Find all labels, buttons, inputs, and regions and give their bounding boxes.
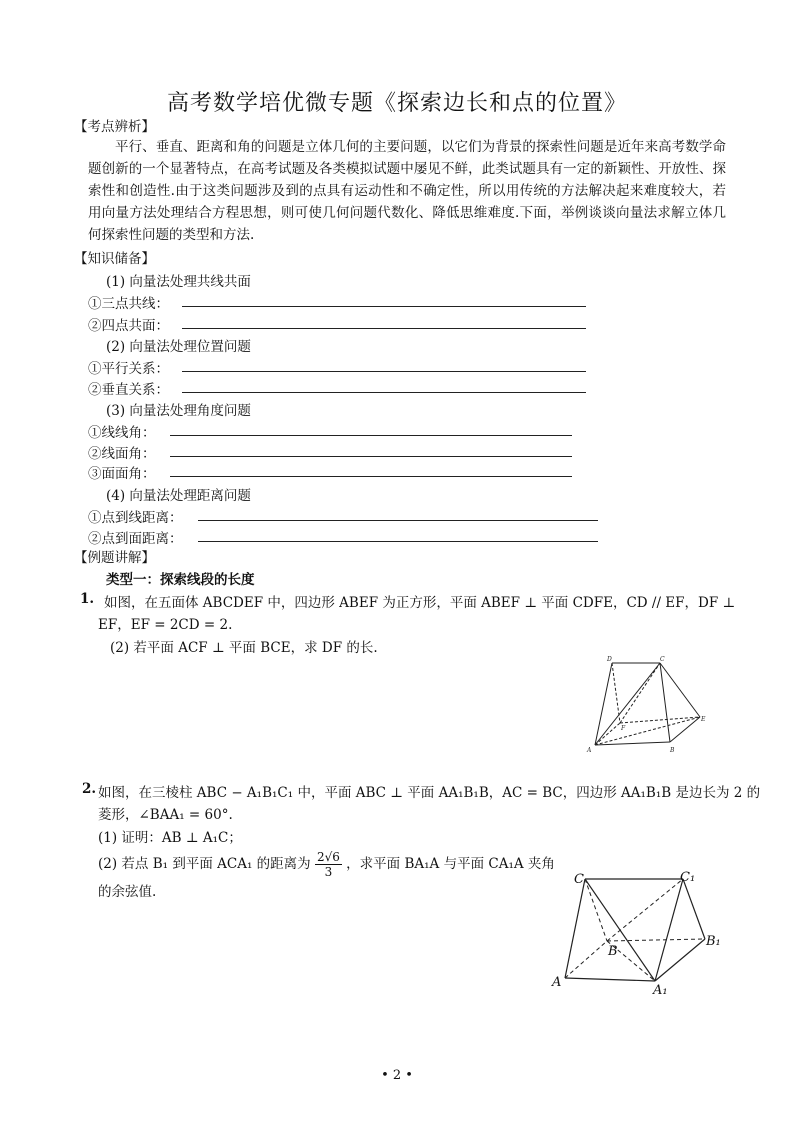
problem-2-line-2: 菱形，∠BAA₁ = 60°.: [98, 807, 233, 823]
label-C1: C₁: [680, 870, 696, 885]
blank-line: [198, 541, 598, 542]
examples-heading: 【例题讲解】: [74, 550, 155, 566]
problem-2-question-2: [98, 850, 555, 879]
label-C: C: [660, 656, 665, 663]
knowledge-heading: 【知识储备】: [74, 251, 155, 267]
blank-line: [198, 520, 598, 521]
figure-triangular-prism: [545, 865, 730, 1000]
label-C: C: [574, 872, 584, 887]
problem-1-line-1: 如图，在五面体 ABCDEF 中，四边形 ABEF 为正方形，平面 ABEF ⊥ 平面 CDFE，CD // EF，DF ⊥: [104, 595, 736, 611]
label-D: D: [607, 656, 612, 663]
problem-1-line-2: EF，EF = 2CD = 2.: [98, 617, 233, 633]
label-B: B: [670, 747, 675, 754]
knowledge-group-3: (3) 向量法处理角度问题: [106, 403, 251, 419]
label-F: F: [621, 725, 626, 732]
blank-line: [182, 392, 586, 393]
knowledge-item-point-plane-distance: ②点到面距离：: [88, 531, 183, 547]
knowledge-item-point-line-distance: ①点到线距离：: [88, 510, 183, 526]
blank-line: [170, 456, 572, 457]
question-2-suffix: ，求平面 BA₁A 与平面 CA₁A 夹角: [346, 856, 555, 872]
blank-line: [182, 306, 586, 307]
problem-2-question-2-end: 的余弦值.: [98, 884, 157, 900]
page-number: • 2 •: [381, 1068, 413, 1083]
label-E: E: [701, 716, 706, 723]
analysis-heading: 【考点辨析】: [74, 119, 155, 135]
label-B: B: [608, 944, 618, 959]
knowledge-item-perpendicular: ②垂直关系：: [88, 382, 169, 398]
type-1-title: 类型一：探索线段的长度: [106, 572, 255, 588]
question-2-prefix: (2) 若点 B₁ 到平面 ACA₁ 的距离为: [98, 856, 311, 872]
distance-fraction: [315, 850, 342, 879]
problem-2-line-1: 如图，在三棱柱 ABC − A₁B₁C₁ 中，平面 ABC ⊥ 平面 AA₁B₁B，AC = BC，四边形 AA₁B₁B 是边长为 2 的: [98, 785, 761, 801]
blank-line: [182, 328, 586, 329]
label-A1: A₁: [653, 983, 668, 998]
label-B1: B₁: [706, 934, 721, 949]
blank-line: [170, 476, 572, 477]
knowledge-group-2: (2) 向量法处理位置问题: [106, 339, 251, 355]
knowledge-group-1: (1) 向量法处理共线共面: [106, 274, 251, 290]
problem-1-question-2: (2) 若平面 ACF ⊥ 平面 BCE，求 DF 的长.: [110, 640, 378, 656]
knowledge-group-4: (4) 向量法处理距离问题: [106, 488, 251, 504]
label-A: A: [587, 747, 592, 754]
knowledge-item-line-plane-angle: ②线面角：: [88, 446, 156, 462]
blank-line: [182, 371, 586, 372]
label-A: A: [552, 975, 562, 990]
problem-2-number: 2.: [82, 781, 97, 797]
knowledge-item-parallel: ①平行关系：: [88, 361, 169, 377]
fraction-denominator: 3: [324, 865, 333, 879]
knowledge-item-four-points: ②四点共面：: [88, 318, 169, 334]
analysis-paragraph: 平行、垂直、距离和角的问题是立体几何的主要问题，以它们为背景的探索性问题是近年来高考数学命题创新的一个显著特点，在高考试题及各类模拟试题中屡见不鲜，此类试题具有一定的新颖性、开放性、探索性和创造性.由于这类问题涉及到的点具有运动性和不确定性，所以用传统的方法解决起来难度较大，若用向量方法处理结合方程思想，则可使几何问题代数化、降低思维难度.下面，举例谈谈向量法求解立体几何探索性问题的类型和方法.: [88, 139, 726, 243]
problem-2-question-1: (1) 证明：AB ⊥ A₁C；: [98, 830, 242, 846]
problem-1-number: 1.: [80, 591, 95, 607]
blank-line: [170, 435, 572, 436]
knowledge-item-plane-plane-angle: ③面面角：: [88, 466, 156, 482]
figure-pentahedron: [580, 655, 710, 755]
knowledge-item-three-points: ①三点共线：: [88, 296, 169, 312]
knowledge-item-line-line-angle: ①线线角：: [88, 425, 156, 441]
fraction-numerator: 2√6: [316, 850, 340, 864]
page-title: 高考数学培优微专题《探索边长和点的位置》: [166, 91, 627, 116]
